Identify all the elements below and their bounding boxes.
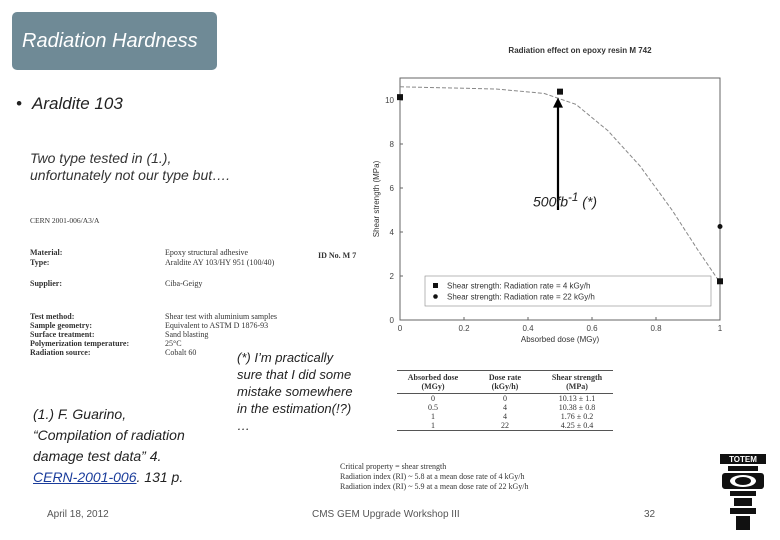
legend-label: Shear strength: Radiation rate = 4 kGy/h <box>447 281 591 291</box>
logo-text: TOTEM <box>729 455 757 464</box>
ref-line: “Compilation of radiation <box>33 427 185 443</box>
ref-line: (1.) F. Guarino, <box>33 406 127 422</box>
bullet-item <box>16 94 123 114</box>
bullet-dot-icon: • <box>16 94 22 113</box>
note-line: sure that I did some <box>237 367 352 382</box>
table-header-row <box>397 371 613 394</box>
y-axis-label: Shear strength (MPa) <box>372 160 381 238</box>
y-tick-label: 2 <box>389 272 394 281</box>
dose-table <box>397 370 613 431</box>
y-tick-label: 10 <box>385 96 394 105</box>
y-tick-label: 4 <box>389 228 394 237</box>
col-header: Absorbed dose (MGy) <box>397 371 469 394</box>
x-tick-label: 0 <box>397 324 403 333</box>
note-line: … <box>237 418 250 433</box>
totem-logo <box>718 450 768 535</box>
totem-logo-icon <box>718 450 768 535</box>
tested-note <box>30 150 230 184</box>
cern-report-link[interactable]: CERN-2001-006 <box>33 469 137 485</box>
col-header: Dose rate (kGy/h) <box>469 371 541 394</box>
legend-label: Shear strength: Radiation rate = 22 kGy/h <box>447 292 595 302</box>
critical-property-notes <box>340 462 529 492</box>
footer-date: April 18, 2012 <box>47 509 109 520</box>
datasheet-id-no: ID No. M 7 <box>318 251 357 260</box>
datasheet-doc-id: CERN 2001-006/A3/A <box>30 216 100 225</box>
legend-box <box>425 276 711 306</box>
legend-marker <box>433 283 438 288</box>
bullet-label: Araldite 103 <box>32 94 123 113</box>
x-tick-label: 0.8 <box>650 324 662 333</box>
note-line: (*) I’m practically <box>237 350 334 365</box>
x-tick-label: 0.6 <box>586 324 598 333</box>
y-tick-label: 8 <box>389 140 394 149</box>
table-row: 0.5 4 10.38 ± 0.8 <box>428 403 596 412</box>
x-tick-label: 1 <box>717 324 723 333</box>
x-tick-label: 0.4 <box>522 324 534 333</box>
note-line: mistake somewhere <box>237 384 353 399</box>
criteria-line: Critical property = shear strength <box>340 462 447 471</box>
reference <box>33 404 185 488</box>
data-point-square <box>717 278 723 284</box>
chart-title: Radiation effect on epoxy resin M 742 <box>508 46 652 55</box>
page-number: 32 <box>644 509 656 520</box>
fit-curve <box>400 87 720 283</box>
y-tick-label: 0 <box>389 316 394 325</box>
table-row: 1 22 4.25 ± 0.4 <box>397 421 613 431</box>
criteria-line: Radiation index (RI) ~ 5.9 at a mean dose rate of 22 kGy/h <box>340 482 529 491</box>
legend-marker <box>433 294 438 299</box>
footer-event: CMS GEM Upgrade Workshop III <box>312 509 460 520</box>
table-row: 0 0 10.13 ± 1.1 <box>431 394 596 403</box>
ref-line: damage test data” 4. <box>33 448 162 464</box>
arrow-label: $500fb^{-1}$ (*) <box>533 191 598 210</box>
col-header: Shear strength (MPa) <box>541 371 613 394</box>
y-tick-label: 6 <box>389 184 394 193</box>
note-line: in the estimation(!?) <box>237 401 352 416</box>
x-tick-label: 0.2 <box>458 324 470 333</box>
table-row: 1 4 1.76 ± 0.2 <box>431 412 594 421</box>
x-axis-label: Absorbed dose (MGy) <box>520 335 600 344</box>
tested-line-1: Two type tested in (1.), <box>30 150 172 166</box>
slide-title: Radiation Hardness <box>12 12 217 70</box>
data-point-circle <box>718 224 723 229</box>
tested-line-2: unfortunately not our type but…. <box>30 167 231 183</box>
estimation-note <box>237 349 353 434</box>
data-point-square <box>557 89 563 95</box>
ref-line: CERN-2001-006. 131 p. <box>33 469 184 485</box>
criteria-line: Radiation index (RI) ~ 5.8 at a mean dose rate of 4 kGy/h <box>340 472 525 481</box>
data-point-square <box>397 94 403 100</box>
